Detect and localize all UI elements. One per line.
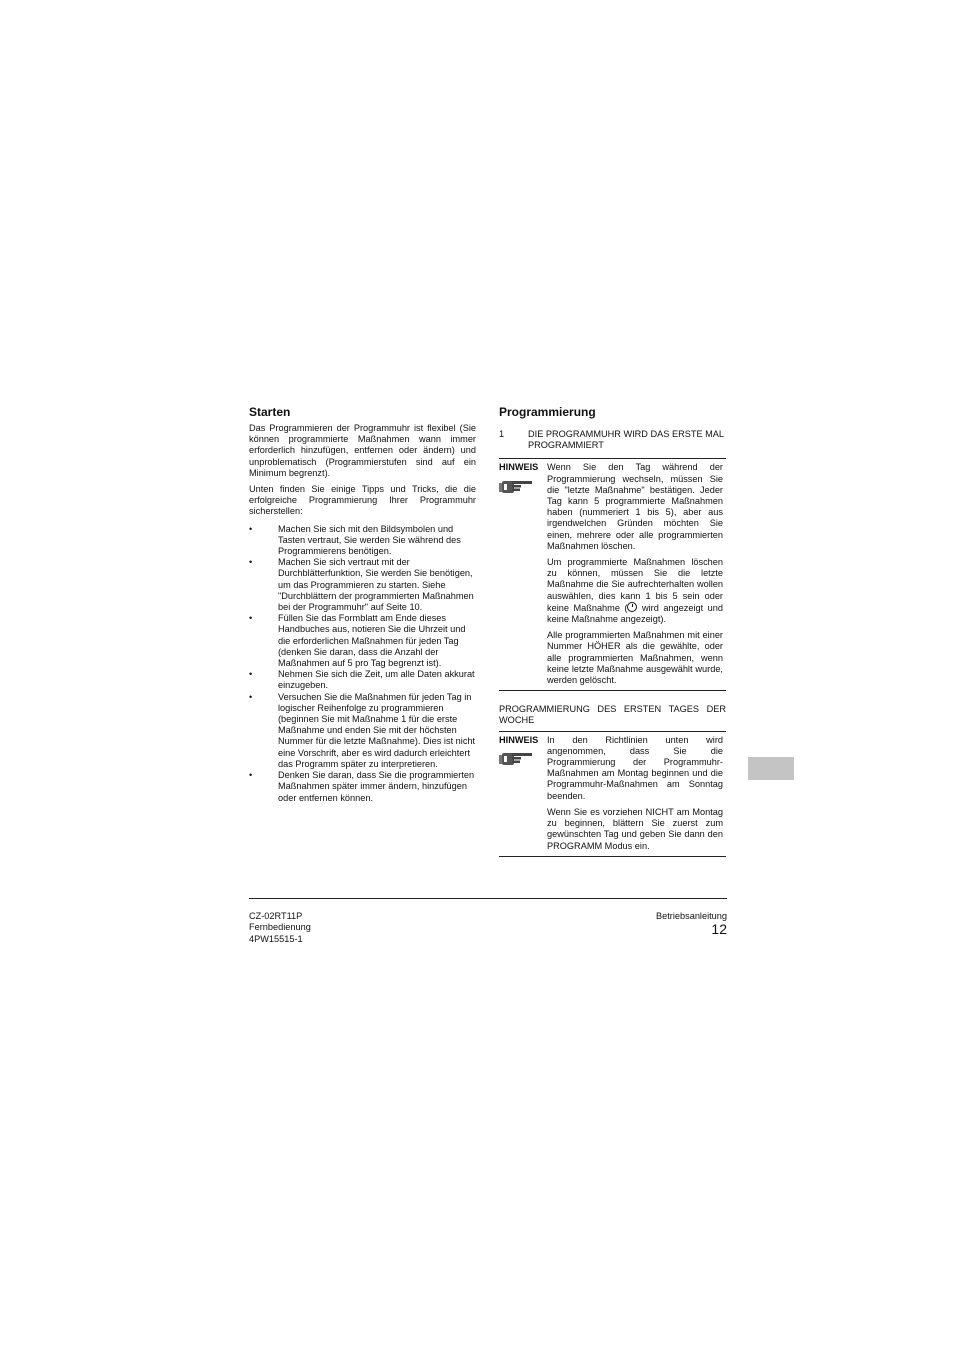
section-heading-programmierung: Programmierung	[499, 405, 596, 419]
bullet-icon: •	[249, 669, 253, 680]
pointing-hand-icon	[499, 476, 533, 496]
note2-paragraph-1: In den Richtlinien unten wird angenommen, dass Sie die Programmierung der Programmuhr-Maßnahmen am Montag beginnen und die Programmuhr-Maßnahmen am Sonntag beenden.	[547, 734, 723, 801]
list-item: • Machen Sie sich mit den Bildsymbolen und Tasten vertraut, Sie werden Sie während des Programmierens benötigen.	[249, 523, 461, 557]
note-box-1	[499, 458, 726, 691]
bullet-icon: •	[249, 523, 253, 534]
note1-paragraph-2: Um programmierte Maßnahmen löschen zu können, müssen Sie die letzte Maßnahme die Sie aufrechterhalten wollen auswählen, dies kann 1 bis 5 sein oder keine Maßnahme ( wird angezeigt und keine Maßnahme angezeigt).	[547, 557, 723, 625]
page-number: 12	[711, 921, 727, 937]
list-item: • Nehmen Sie sich die Zeit, um alle Daten akkurat einzugeben.	[249, 669, 475, 691]
clock-icon	[627, 602, 637, 612]
section-heading-starten: Starten	[249, 405, 291, 419]
step-number: 1	[499, 429, 505, 439]
footer-divider	[249, 898, 727, 899]
list-item: • Machen Sie sich vertraut mit der Durchblätterfunktion, Sie werden Sie benötigen, um das Programmieren zu starten. Siehe "Durchblättern der programmierten Maßnahmen bei der Programmuhr" auf Seite 10.	[249, 557, 474, 613]
right-column	[499, 405, 726, 857]
chapter-tab	[748, 757, 794, 780]
intro-paragraph: Das Programmieren der Programmuhr ist flexibel (Sie können programmierte Maßnahmen wann immer erforderlich hinzufügen, entfernen oder ändern) und unproblematisch (Programmierstufen sind auf ein Minimum begrenzt).	[249, 423, 476, 478]
step-title: DIE PROGRAMMUHR WIRD DAS ERSTE MAL PROGRAMMIERT	[528, 429, 724, 451]
note-label: HINWEIS	[499, 462, 539, 473]
bullet-icon: •	[249, 557, 253, 568]
list-item: • Versuchen Sie die Maßnahmen für jeden Tag in logischer Reihenfolge zu programmieren (beginnen Sie mit Maßnahme 1 für die erste Maßnahme und enden Sie mit der höchsten Nummer für die letzte Maßnahme). Dies ist nicht eine Vorschrift, aber es wird dadurch erleichtert das Programm später zu interpretieren.	[249, 691, 476, 769]
bullet-icon: •	[249, 691, 253, 702]
note2-paragraph-2: Wenn Sie es vorziehen NICHT am Montag zu beginnen, blättern Sie zuerst zum gewünschten Tag und geben Sie dann den PROGRAMM Modus ein.	[547, 806, 723, 851]
section-title-first-day: PROGRAMMIERUNG DES ERSTEN TAGES DER WOCHE	[499, 704, 726, 726]
footer-product: Fernbedienung	[249, 922, 311, 933]
list-item: • Füllen Sie das Formblatt am Ende dieses Handbuches aus, notieren Sie die Uhrzeit und die erforderlichen Maßnahmen für jeden Tag (denken Sie daran, dass die Anzahl der Maßnahmen auf 5 pro Tag begrenzt ist).	[249, 613, 466, 669]
footer-right	[560, 911, 727, 937]
footer-code: 4PW15515-1	[249, 933, 303, 944]
bullet-icon: •	[249, 613, 253, 624]
list-item: • Denken Sie daran, dass Sie die programmierten Maßnahmen später immer ändern, hinzufügen oder entfernen können.	[249, 770, 475, 803]
note-box-2	[499, 731, 726, 857]
footer-left	[249, 911, 311, 945]
tips-paragraph: Unten finden Sie einige Tipps und Tricks, die die erfolgreiche Programmierung Ihrer Programmuhr sicherstellen:	[249, 484, 476, 517]
note1-paragraph-1: Wenn Sie den Tag während der Programmierung wechseln, müssen Sie die "letzte Maßnahme" bestätigen. Jeder Tag kann 5 programmierte Maßnahmen haben (nummeriert 1 bis 5), aber aus irgendwelchen Gründen möchten Sie einen, mehrere oder alle programmierten Maßnahmen löschen.	[547, 462, 723, 551]
tips-list	[249, 524, 476, 804]
footer-doc-type: Betriebsanleitung	[656, 911, 727, 921]
note1-paragraph-3: Alle programmierten Maßnahmen mit einer Nummer HÖHER als die gewählte, oder alle programmierten Maßnahmen, wenn keine letzte Maßnahme ausgewählt wurde, werden gelöscht.	[547, 630, 723, 686]
note-label: HINWEIS	[499, 734, 539, 745]
bullet-icon: •	[249, 770, 253, 781]
numbered-step	[499, 429, 726, 451]
left-column	[249, 405, 476, 804]
footer-model: CZ-02RT11P	[249, 911, 303, 921]
pointing-hand-icon	[499, 748, 533, 768]
